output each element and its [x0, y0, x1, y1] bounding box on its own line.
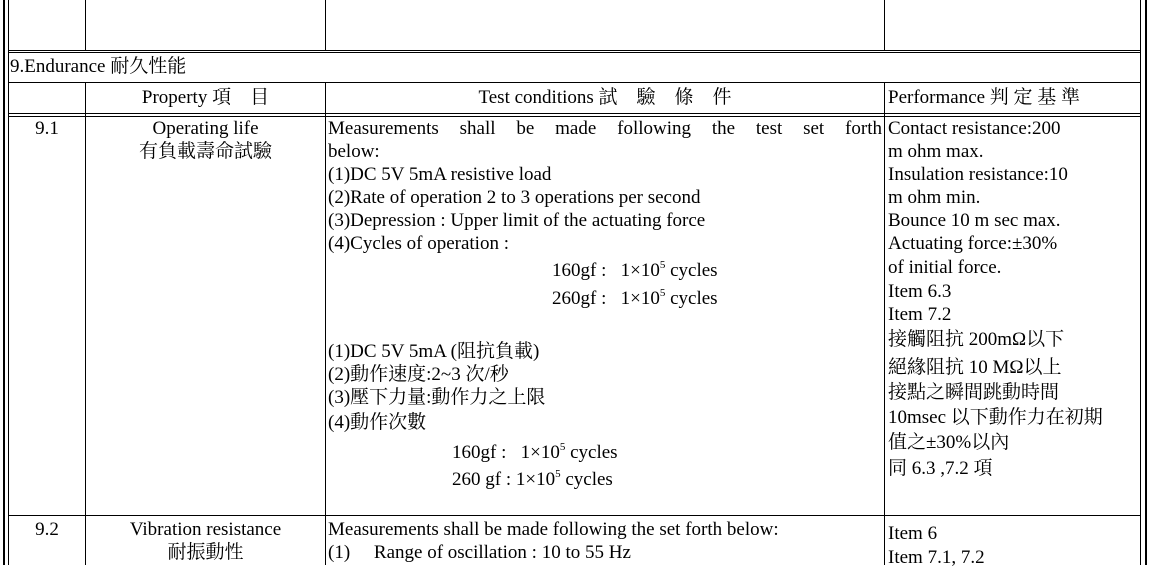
header-property: Property 項 目 [141, 87, 270, 108]
performance-line: Actuating force:±30% [888, 233, 1058, 254]
cycle-exponent: 5 [559, 441, 566, 453]
cycle-base: 1×10 [620, 260, 660, 281]
header-performance: Performance 判 定 基 準 [888, 87, 1081, 108]
performance-line: 接觸阻抗 200mΩ以下 [888, 329, 1065, 350]
cycle-spec [552, 287, 718, 311]
property-name-zh: 耐振動性 [167, 542, 244, 563]
cycle-force: 160gf : [452, 442, 507, 463]
condition-line: Measurements shall be made following the test set forth [328, 118, 882, 139]
outer-left-border [3, 0, 5, 565]
condition-line: Measurements shall be made following the set forth below: [328, 519, 779, 540]
condition-line: (1) Range of oscillation : 10 to 55 Hz [328, 542, 631, 563]
property-name-en: Operating life [152, 118, 259, 139]
cycle-spec [552, 259, 718, 283]
cycle-base: 1×10 [515, 469, 556, 490]
row-number: 9.2 [35, 519, 59, 540]
cycle-unit: cycles [565, 469, 613, 490]
cycle-base: 1×10 [520, 442, 560, 463]
cycle-base: 1×10 [620, 288, 660, 309]
performance-line: Item 7.2 [888, 304, 952, 325]
cycle-spec-zh [452, 441, 618, 465]
performance-line: Item 7.1, 7.2 [888, 547, 985, 568]
performance-line: Bounce 10 m sec max. [888, 210, 1061, 231]
outer-left-border-inner [8, 0, 9, 565]
cycle-unit: cycles [570, 442, 618, 463]
outer-right-border-inner [1140, 0, 1141, 565]
col-line-3 [884, 82, 885, 565]
condition-line: (2)Rate of operation 2 to 3 operations per second [328, 187, 701, 208]
condition-line-zh: (2)動作速度:2~3 次/秒 [328, 364, 509, 385]
outer-right-border [1145, 0, 1147, 565]
row-number: 9.1 [35, 118, 59, 139]
header-bottom-line [8, 113, 1141, 114]
property-name-en: Vibration resistance [129, 519, 282, 540]
condition-line: (1)DC 5V 5mA resistive load [328, 164, 552, 185]
condition-line-zh: (4)動作次數 [328, 412, 427, 433]
condition-line: below: [328, 141, 380, 162]
property-name-zh: 有負載壽命試驗 [138, 141, 272, 162]
col-line-2 [325, 82, 326, 565]
performance-line: m ohm min. [888, 187, 981, 208]
cycle-force: 160gf : [552, 260, 607, 281]
performance-line: Item 6.3 [888, 281, 952, 302]
performance-line: m ohm max. [888, 141, 984, 162]
col-line-2-top [325, 0, 326, 50]
condition-line-zh: (3)壓下力量:動作力之上限 [328, 387, 546, 408]
col-line-1-top [85, 0, 86, 50]
performance-line: of initial force. [888, 257, 1002, 278]
performance-line: Insulation resistance:10 [888, 164, 1068, 185]
section-top-line-2 [8, 52, 1141, 53]
condition-line: (4)Cycles of operation : [328, 233, 509, 254]
performance-line: 接點之瞬間跳動時間 [888, 382, 1060, 403]
condition-line: (3)Depression : Upper limit of the actuating force [328, 210, 706, 231]
section-title: 9.Endurance 耐久性能 [10, 56, 187, 77]
cycle-exponent: 5 [659, 287, 666, 299]
condition-line-zh: (1)DC 5V 5mA (阻抗負載) [328, 341, 540, 362]
performance-line: Contact resistance:200 [888, 118, 1061, 139]
cycle-unit: cycles [670, 288, 718, 309]
col-line-3-top [884, 0, 885, 50]
cycle-exponent: 5 [555, 468, 561, 480]
row-separator [8, 515, 1141, 516]
header-top-line [8, 82, 1141, 83]
performance-line: 值之±30%以內 [888, 432, 1010, 453]
performance-line: 同 6.3 ,7.2 項 [888, 458, 993, 479]
header-test-conditions: Test conditions 試 驗 條 件 [478, 87, 732, 108]
cycle-force: 260 gf : [452, 469, 512, 490]
cycle-unit: cycles [670, 260, 718, 281]
performance-line: 10msec 以下動作力在初期 [888, 407, 1103, 428]
section-top-line [8, 50, 1141, 51]
performance-line: 絕緣阻抗 10 MΩ以上 [888, 357, 1062, 378]
cycle-exponent: 5 [659, 259, 666, 271]
cycle-spec-zh [452, 468, 613, 492]
cycle-force: 260gf : [552, 288, 607, 309]
performance-line: Item 6 [888, 523, 938, 544]
